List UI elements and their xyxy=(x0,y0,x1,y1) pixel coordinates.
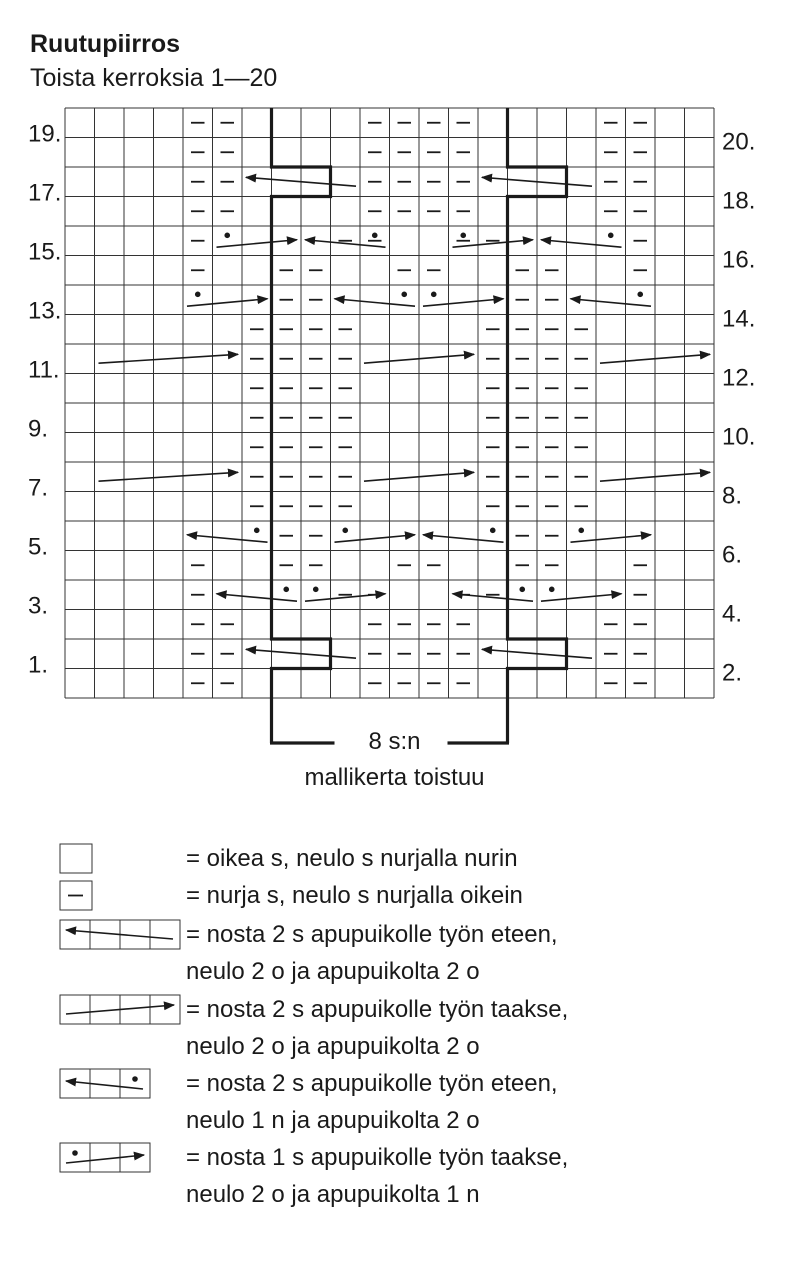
row-number-left: 3. xyxy=(28,592,49,620)
cable-front-purl-arrow xyxy=(217,594,298,601)
cable-back-purl-arrow xyxy=(187,299,268,306)
legend-text: = nurja s, neulo s nurjalla oikein xyxy=(186,882,523,909)
cable-purl-dot xyxy=(549,587,555,593)
cable-front-purl-arrow xyxy=(335,299,416,306)
cable-purl-dot xyxy=(224,233,230,239)
row-number-right: 2. xyxy=(722,659,743,687)
cable-purl-dot xyxy=(283,587,289,593)
legend-box xyxy=(60,844,92,873)
cable-purl-dot xyxy=(637,292,643,298)
row-number-left: 15. xyxy=(28,238,62,266)
legend-symbol-front_purl xyxy=(59,1068,151,1100)
legend-text: neulo 2 o ja apupuikolta 2 o xyxy=(186,958,480,985)
row-number-right: 18. xyxy=(722,187,756,215)
cable-purl-dot xyxy=(519,587,525,593)
cable-purl-dot xyxy=(431,292,437,298)
legend-text: neulo 2 o ja apupuikolta 2 o xyxy=(186,1033,480,1060)
repeat-label-text: mallikerta toistuu xyxy=(304,764,485,791)
legend-symbol-back_purl xyxy=(59,1142,151,1174)
chart-title: Ruutupiirros xyxy=(30,30,180,58)
row-number-right: 14. xyxy=(722,305,756,333)
cable-purl-dot xyxy=(254,528,260,534)
legend-symbol-knit xyxy=(59,843,93,875)
cable-front-purl-arrow xyxy=(571,299,652,306)
cable-front-purl-arrow xyxy=(541,240,622,247)
legend-symbol-back_right xyxy=(59,994,181,1026)
legend-text: neulo 2 o ja apupuikolta 1 n xyxy=(186,1181,480,1208)
repeat-label-count: 8 s:n xyxy=(368,728,421,755)
legend-box xyxy=(60,1069,150,1098)
cable-back-purl-arrow xyxy=(541,594,622,601)
legend-text: = nosta 1 s apupuikolle työn taakse, xyxy=(186,1144,569,1171)
row-number-left: 13. xyxy=(28,297,62,325)
legend-text: = nosta 2 s apupuikolle työn eteen, xyxy=(186,921,558,948)
legend-text: = nosta 2 s apupuikolle työn taakse, xyxy=(186,996,569,1023)
legend-symbol-front_left xyxy=(59,919,181,951)
row-number-right: 10. xyxy=(722,423,756,451)
legend-front-purl-arrow xyxy=(66,1081,143,1089)
row-number-right: 20. xyxy=(722,128,756,156)
cable-back-purl-arrow xyxy=(217,240,298,247)
row-number-left: 11. xyxy=(28,356,60,384)
legend-symbol-purl xyxy=(59,880,93,912)
cable-front-purl-arrow xyxy=(187,535,268,542)
row-number-right: 4. xyxy=(722,600,743,628)
cable-purl-dot xyxy=(195,292,201,298)
cable-back-arrow xyxy=(99,472,239,481)
cable-purl-dot xyxy=(578,528,584,534)
row-number-left: 9. xyxy=(28,415,49,443)
row-number-left: 17. xyxy=(28,179,62,207)
repeat-boundaries xyxy=(270,108,567,743)
cable-back-arrow xyxy=(99,354,239,363)
row-number-left: 7. xyxy=(28,474,49,502)
legend-text: neulo 1 n ja apupuikolta 2 o xyxy=(186,1107,480,1134)
row-number-right: 16. xyxy=(722,246,756,274)
row-number-left: 1. xyxy=(28,651,49,679)
row-number-right: 12. xyxy=(722,364,756,392)
cable-purl-dot xyxy=(342,528,348,534)
cable-front-purl-arrow xyxy=(423,535,504,542)
cable-back-purl-arrow xyxy=(335,535,416,542)
legend-purl-dot xyxy=(132,1076,138,1082)
legend-back-purl-arrow xyxy=(66,1155,144,1163)
cable-symbols xyxy=(99,177,711,658)
chart-grid xyxy=(65,108,714,698)
cable-purl-dot xyxy=(313,587,319,593)
row-number-left: 5. xyxy=(28,533,49,561)
row-number-left: 19. xyxy=(28,120,62,148)
row-number-right: 6. xyxy=(722,541,743,569)
row-number-right: 8. xyxy=(722,482,743,510)
legend-box xyxy=(60,1143,150,1172)
legend-purl-dot xyxy=(72,1150,78,1156)
legend-text: = oikea s, neulo s nurjalla nurin xyxy=(186,845,518,872)
chart-subtitle: Toista kerroksia 1—20 xyxy=(30,64,278,92)
cable-purl-dot xyxy=(460,233,466,239)
cable-back-purl-arrow xyxy=(423,299,504,306)
cable-purl-dot xyxy=(372,233,378,239)
cable-purl-dot xyxy=(401,292,407,298)
cable-purl-dot xyxy=(490,528,496,534)
legend-text: = nosta 2 s apupuikolle työn eteen, xyxy=(186,1070,558,1097)
cable-back-purl-arrow xyxy=(571,535,652,542)
cable-purl-dot xyxy=(608,233,614,239)
